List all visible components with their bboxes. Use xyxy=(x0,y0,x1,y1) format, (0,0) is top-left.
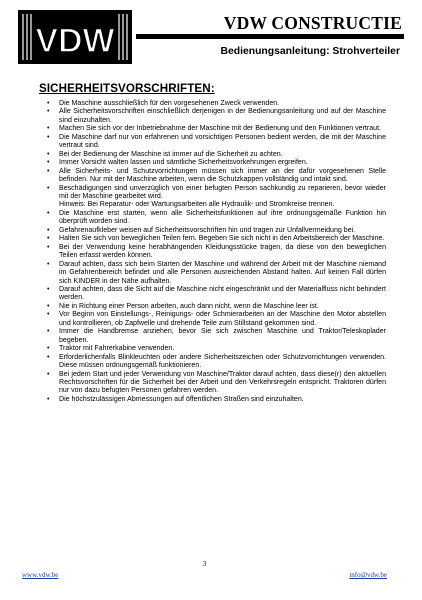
safety-rule-item xyxy=(47,371,386,396)
safety-rules-list xyxy=(47,100,386,404)
safety-rule-text: Bei jedem Start und jeder Verwendung von Maschine/Traktor darauf achten, dass diese(r) den aktuellen Rechtsvorschriften für die Sicherheit bei der Arbeit und den Verkehrsregeln entspricht. Traktoren dürfen nur von dazu befugten Personen gefahren werden. xyxy=(59,370,386,395)
safety-rule-text: Erforderlichenfalls Blinkleuchten oder andere Sicherheitszeichen oder Schutzvorrichtungen verwenden. Diese müssen ordnungsgemäß funktionieren. xyxy=(59,353,386,370)
safety-rule-text: Alle Sicherheits- und Schutzvorrichtungen müssen sich immer an der dafür vorgesehenen Stelle befinden. Nur mit der Maschine arbeiten, wenn die Schutzkappen vollständig und intakt sind. xyxy=(59,167,386,184)
safety-rule-text: Die höchstzulässigen Abmessungen auf öffentlichen Straßen sind einzuhalten. xyxy=(59,395,304,403)
safety-rule-item xyxy=(47,328,386,345)
safety-rule-text: Darauf achten, dass die Sicht auf die Maschine nicht eingeschränkt und der Materialfluss nicht behindert werden. xyxy=(59,285,386,302)
logo-text: VDW xyxy=(35,22,115,60)
safety-rule-text: Alle Sicherheitsvorschriften einschließlich derjenigen in der Bedienungsanleitung und auf der Maschine sind einzuhalten. xyxy=(59,108,386,124)
safety-rule-text: Nie in Richtung einer Person arbeiten, auch dann nicht, wenn die Maschine leer ist. xyxy=(59,302,319,310)
safety-rule-text: Immer die Handbremse anziehen, bevor Sie sich zwischen Maschine und Traktor/Teleskoplader begeben. xyxy=(59,328,386,344)
page-header xyxy=(18,10,404,66)
safety-rule-text: Bei der Bedienung der Maschine ist immer auf die Sicherheit zu achten. xyxy=(59,150,283,158)
vdw-logo xyxy=(18,10,132,64)
page-number: 3 xyxy=(202,560,207,568)
safety-rule-text: Die Maschine darf nur von erfahrenen und vorsichtigen Personen bedient werden, die mit der Maschine vertraut sind. xyxy=(59,133,386,150)
safety-rule-item xyxy=(47,134,386,151)
safety-rule-text: Traktor mit Fahrerkabine verwenden. xyxy=(59,345,175,353)
email-link[interactable]: info@vdw.be xyxy=(349,571,387,579)
safety-rule-text: Bei der Verwendung keine herabhängenden Kleidungsstücke tragen, da diese von den beweglichen Teilen erfasst werden können. xyxy=(59,243,386,260)
safety-rule-item xyxy=(47,303,386,311)
website-link[interactable]: www.vdw.be xyxy=(22,571,59,579)
safety-rule-item xyxy=(47,227,386,235)
safety-rule-item xyxy=(47,159,386,167)
safety-rule-text: Darauf achten, dass sich beim Starten der Maschine und während der Arbeit mit der Maschine niemand im Gefahrenbereich befindet und alle Personen ausreichenden Abstand halten. Auf keinen Fall dürfen sich KINDER in der Nähe aufhalten. xyxy=(59,260,386,285)
safety-rule-item xyxy=(47,311,386,328)
safety-rule-text: Halten Sie sich von beweglichen Teilen fern. Begeben Sie sich nicht in den Arbeitsbereich der Maschine. xyxy=(59,235,385,243)
safety-rule-item xyxy=(47,261,386,286)
safety-rule-item xyxy=(47,210,386,227)
safety-rule-item xyxy=(47,244,386,261)
safety-rule-item xyxy=(47,100,386,108)
safety-rule-text: Gefahrenaufkleber weisen auf Sicherheitsvorschriften hin und tragen zur Unfallvermeidung bei. xyxy=(59,226,356,234)
section-title: SICHERHEITSVORSCHRIFTEN: xyxy=(39,82,215,95)
header-rule xyxy=(136,34,404,39)
safety-rule-item xyxy=(47,168,386,185)
safety-rule-item xyxy=(47,235,386,243)
safety-rule-item xyxy=(47,185,386,210)
safety-rule-item xyxy=(47,345,386,353)
company-name: VDW CONSTRUCTIE xyxy=(223,13,402,33)
safety-rule-text: Beschädigungen sind unverzüglich von einer befugten Person sachkundig zu reparieren, bevor wieder mit der Maschine gearbeitet wird. Hinweis: Bei Reparatur- oder Wartungsarbeiten alle Hydraulik- und Stromkreise trennen. xyxy=(59,184,386,209)
document-title: Bedienungsanleitung: Strohverteiler xyxy=(220,46,400,57)
safety-rule-item xyxy=(47,108,386,125)
safety-rule-item xyxy=(47,354,386,371)
safety-rule-text: Machen Sie sich vor der Inbetriebnahme der Maschine mit der Bedienung und den Funktionen vertraut. xyxy=(59,125,381,133)
safety-rule-item xyxy=(47,396,386,404)
safety-rule-text: Die Maschine ausschließlich für den vorgesehenen Zweck verwenden. xyxy=(59,100,280,107)
safety-rule-item xyxy=(47,125,386,133)
safety-rule-text: Vor Beginn von Einstellungs-, Reinigungs- oder Schmierarbeiten an der Maschine den Motor abstellen und kontrollieren, ob Zapfwelle und drehende Teile zum Stillstand gekommen sind. xyxy=(59,311,386,327)
safety-rule-text: Die Maschine erst starten, wenn alle Sicherheitsfunktionen auf ihre ordnungsgemäße Funktion hin überprüft worden sind. xyxy=(59,209,386,226)
safety-rule-item xyxy=(47,151,386,159)
safety-rule-item xyxy=(47,286,386,303)
safety-rule-text: Immer Vorsicht walten lassen und sämtliche Sicherheitsvorkehrungen ergreifen. xyxy=(59,159,308,167)
